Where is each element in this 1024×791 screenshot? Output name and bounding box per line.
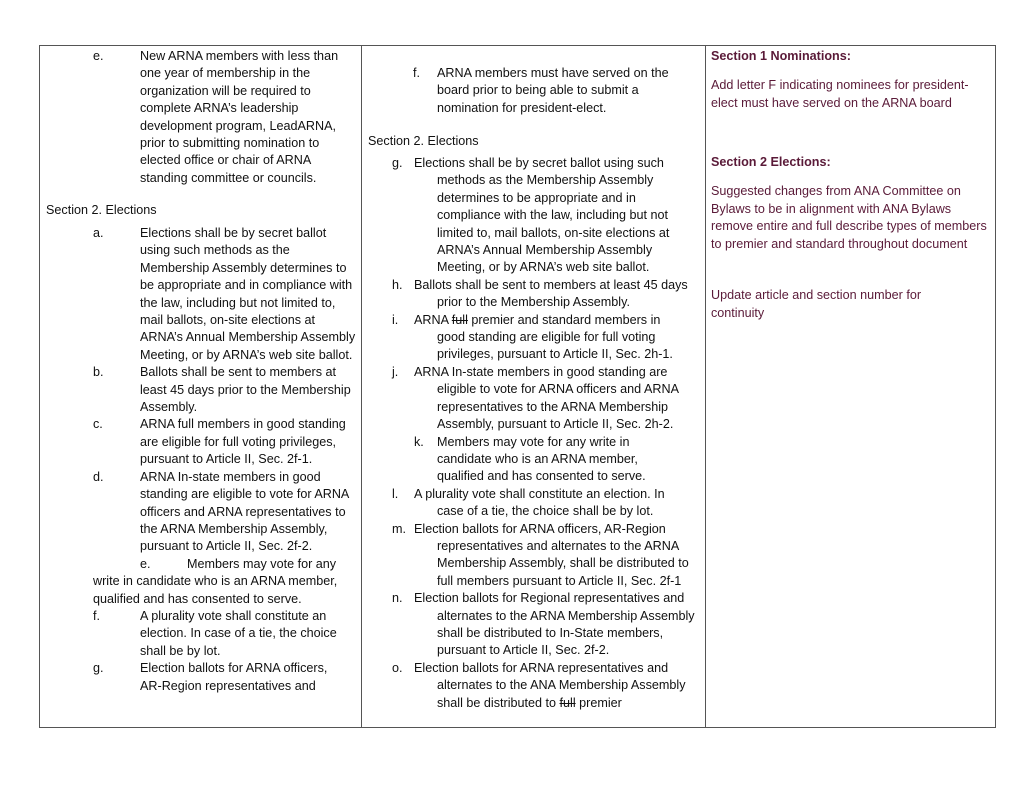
- elections-note: Suggested changes from ANA Committee on Bylaws to be in alignment with ANA Bylaws remove entire and full describe types of members to premier and standard throughout document: [711, 184, 987, 251]
- list-item: l. A plurality vote shall constitute an election. In case of a tie, the choice shall be by lot.: [392, 486, 665, 519]
- struck-text: full: [559, 695, 576, 710]
- list-item: o. Election ballots for ARNA representatives and alternates to the ANA Membership Assembly shall be distributed to full premier: [392, 660, 686, 710]
- list-item: h. Ballots shall be sent to members at least 45 days prior to the Membership Assembly.: [392, 277, 688, 310]
- struck-text: full: [451, 312, 468, 327]
- list-item: n. Election ballots for Regional representatives and alternates to the ARNA Membership Assembly shall be distributed to In-State members, pursuant to Article II, Sec. 2f-2.: [392, 591, 695, 658]
- list-item: k. Members may vote for any write in candidate who is an ARNA member, qualified and has consented to serve.: [414, 434, 646, 484]
- list-item: e. New ARNA members with less than one year of membership in the organization will be required to complete ARNA’s leadership development program, LeadARNA, prior to submitting nomination to elected office or chair of ARNA standing committee or councils.: [93, 49, 339, 185]
- list-item: b. Ballots shall be sent to members at least 45 days prior to the Membership Assembly.: [93, 365, 351, 415]
- proposed-bylaws-column: [362, 46, 706, 727]
- section-heading: Section 2. Elections: [368, 134, 479, 148]
- list-item: j. ARNA In-state members in good standing are eligible to vote for ARNA officers and ARNA representatives to the ARNA Membership Assembly, pursuant to Article II, Sec. 2h-2.: [392, 364, 679, 432]
- list-item: d. ARNA In-state members in good standing are eligible to vote for ARNA officers and ARNA representatives to the ARNA Membership Assembly, pursuant to Article II, Sec. 2f-2.: [93, 469, 349, 554]
- list-item: g. Election ballots for ARNA officers, AR-Region representatives and: [93, 661, 328, 693]
- list-item: g. Elections shall be by secret ballot using such methods as the Membership Assembly determines to be appropriate and in compliance with the law, including but not limited to, mail ballots, on-site elections at ARNA’s Annual Membership Assembly Meeting, or by ARNA’s web site ballot.: [392, 156, 670, 275]
- list-item: c. ARNA full members in good standing are eligible for full voting privileges, pursuant to Article II, Sec. 2f-1.: [93, 417, 346, 467]
- nominations-heading: Section 1 Nominations:: [711, 49, 851, 63]
- current-bylaws-column: [40, 46, 362, 727]
- bylaws-comparison-table: [39, 45, 996, 728]
- section-heading: Section 2. Elections: [46, 203, 157, 217]
- rationale-column: [706, 46, 995, 727]
- elections-heading: Section 2 Elections:: [711, 155, 831, 169]
- list-item: a. Elections shall be by secret ballot using such methods as the Membership Assembly determines to be appropriate and in compliance with the law, including but not limited to, mail ballots, on-site elections at ARNA’s Annual Membership Assembly Meeting, or by ARNA’s web site ballot.: [93, 226, 356, 362]
- list-item: f. A plurality vote shall constitute an election. In case of a tie, the choice shall be by lot.: [93, 608, 337, 658]
- continuity-note: Update article and section number for continuity: [711, 288, 922, 320]
- list-item: f. ARNA members must have served on the board prior to being able to submit a nomination for president-elect.: [413, 66, 669, 115]
- list-item: e. Members may vote for any write in candidate who is an ARNA member, qualified and has consented to serve.: [93, 556, 338, 606]
- list-item: i. ARNA full premier and standard members in good standing are eligible for full voting privileges, pursuant to Article II, Sec. 2h-1.: [392, 312, 673, 362]
- nominations-note: Add letter F indicating nominees for president-elect must have served on the ARNA board: [711, 78, 969, 110]
- list-item: m. Election ballots for ARNA officers, AR-Region representatives and alternates to the ARNA Membership Assembly, shall be distributed to full members pursuant to Article II, Sec. 2f-1: [392, 521, 689, 588]
